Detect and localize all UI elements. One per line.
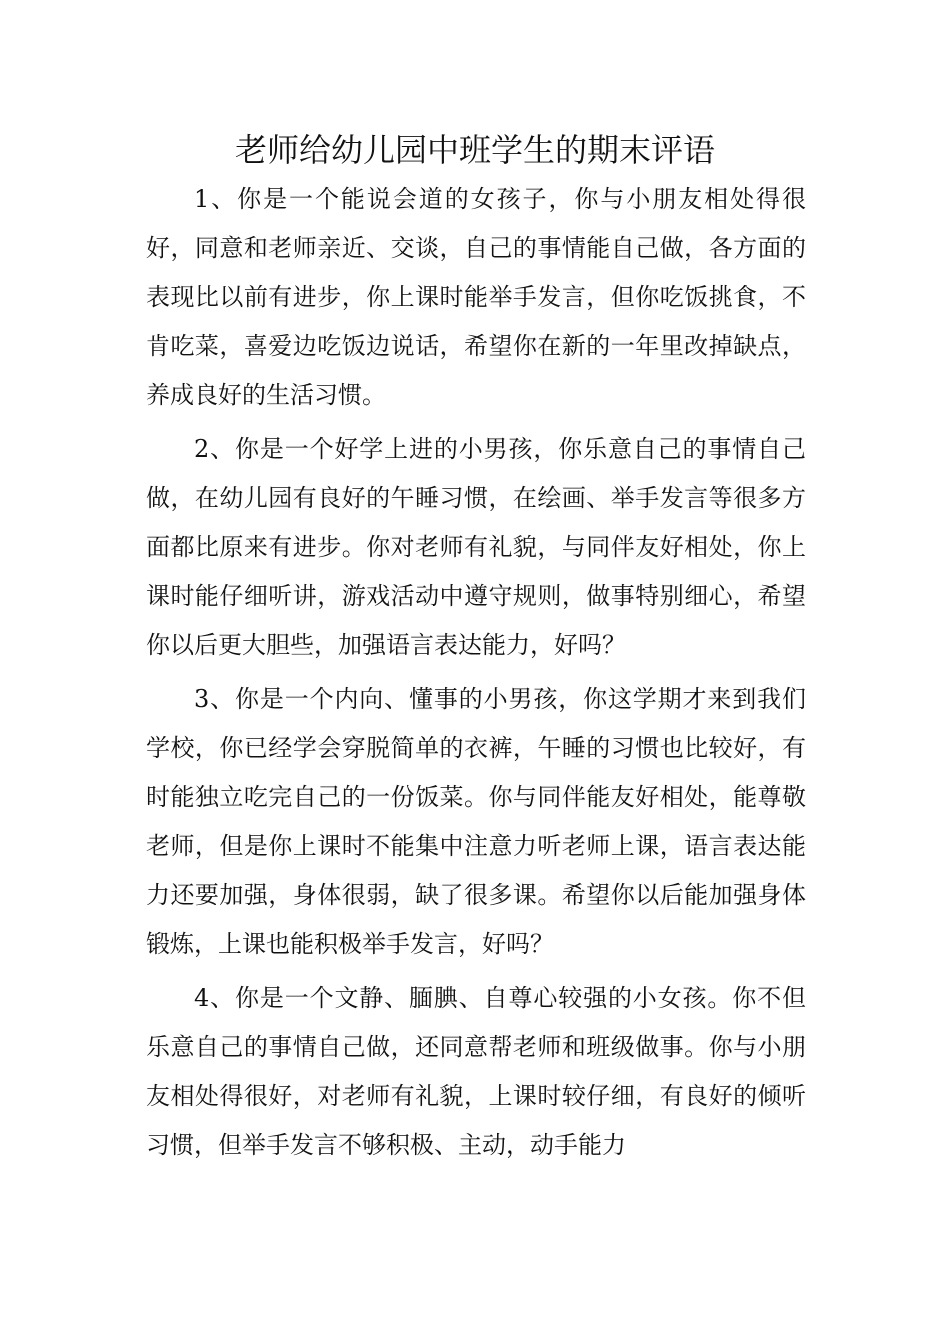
document-title: 老师给幼儿园中班学生的期末评语 [234,131,715,169]
paragraph-2: 2、你是一个好学上进的小男孩，你乐意自己的事情自己做，在幼儿园有良好的午睡习惯，在绘画、举手发言等很多方面都比原来有进步。你对老师有礼貌，与同伴友好相处，你上课时能仔细听讲，游戏活动中遵守规则，做事特别细心，希望你以后更大胆些，加强语言表达能力，好吗？ [146,435,806,659]
paragraph-4: 4、你是一个文静、腼腆、自尊心较强的小女孩。你不但乐意自己的事情自己做，还同意帮老师和班级做事。你与小朋友相处得很好，对老师有礼貌，上课时较仔细，有良好的倾听习惯，但举手发言不够积极、主动，动手能力 [146,984,806,1159]
paragraph-3: 3、你是一个内向、懂事的小男孩，你这学期才来到我们学校，你已经学会穿脱简单的衣裤，午睡的习惯也比较好，有时能独立吃完自己的一份饭菜。你与同伴能友好相处，能尊敬老师，但是你上课时不能集中注意力听老师上课，语言表达能力还要加强，身体很弱，缺了很多课。希望你以后能加强身体锻炼，上课也能积极举手发言，好吗？ [146,685,806,958]
document-body [146,175,806,1175]
paragraph-1: 1、你是一个能说会道的女孩子，你与小朋友相处得很好，同意和老师亲近、交谈，自己的事情能自己做，各方面的表现比以前有进步，你上课时能举手发言，但你吃饭挑食，不肯吃菜，喜爱边吃饭边说话，希望你在新的一年里改掉缺点，养成良好的生活习惯。 [146,185,806,409]
